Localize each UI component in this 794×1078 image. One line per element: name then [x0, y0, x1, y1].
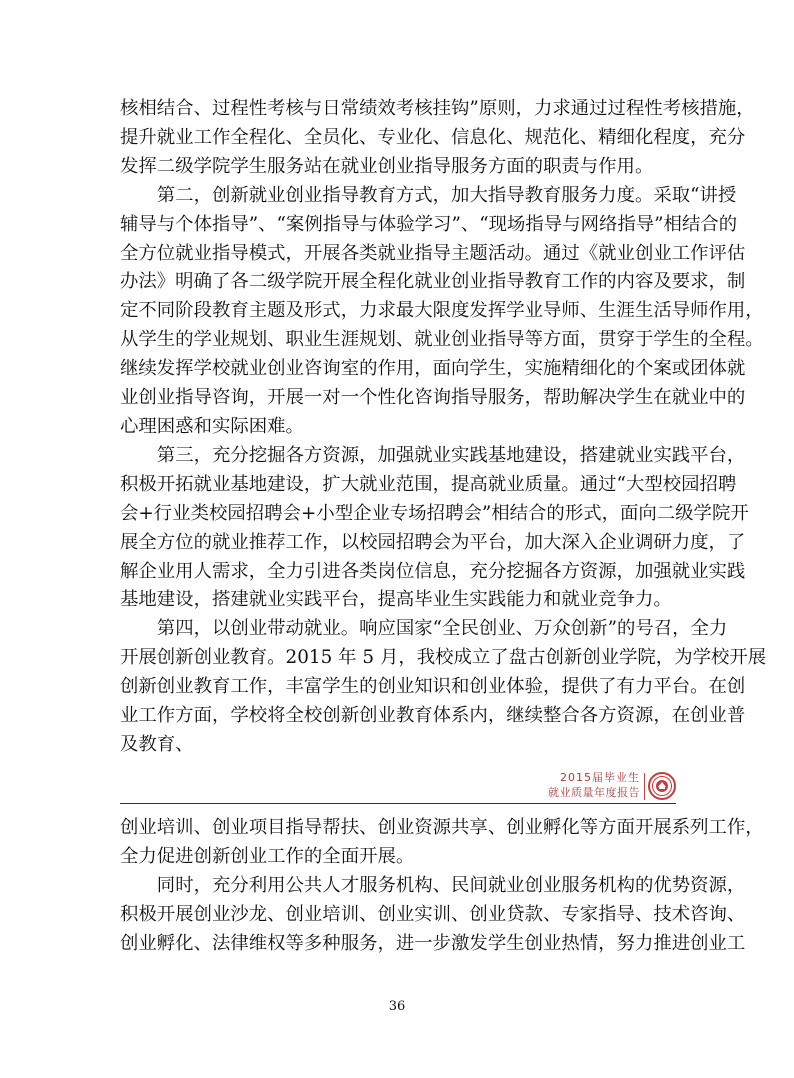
- text-line: 创业孵化、法律维权等多种服务，进一步激发学生创业热情，努力推进创业工: [120, 932, 746, 954]
- text-line: 定不同阶段教育主题及形式，力求最大限度发挥学业导师、生涯生活导师作用，: [120, 300, 764, 322]
- text-line: 继续发挥学校就业创业咨询室的作用，面向学生，实施精细化的个案或团体就: [120, 358, 746, 380]
- text-line: 解企业用人需求，全力引进各类岗位信息，充分挖掘各方资源，加强就业实践: [120, 560, 746, 582]
- report-header-mark: [548, 770, 676, 804]
- text-line: 第四，以创业带动就业。响应国家“全民创业、万众创新”的号召，全力: [156, 618, 728, 640]
- text-line: 展全方位的就业推荐工作，以校园招聘会为平台，加大深入企业调研力度，了: [120, 531, 746, 553]
- text-line: 核相结合、过程性考核与日常绩效考核挂钩”原则，力求通过过程性考核措施，: [120, 98, 755, 119]
- text-line: 业创业指导咨询，开展一对一个性化咨询指导服务，帮助解决学生在就业中的: [120, 387, 746, 409]
- text-line: 开展创新创业教育。2015 年 5 月，我校成立了盘古创新创业学院，为学校开展: [120, 647, 767, 669]
- header-separator: [644, 773, 645, 800]
- text-line: 会+行业类校园招聘会+小型企业专场招聘会”相结合的形式，面向二级学院开: [120, 502, 749, 524]
- text-line: 积极开拓就业基地建设，扩大就业范围，提高就业质量。通过“大型校园招聘: [120, 473, 737, 495]
- text-line: 业工作方面，学校将全校创新创业教育体系内，继续整合各方资源，在创业普: [120, 705, 746, 727]
- text-line: 第三，充分挖掘各方资源，加强就业实践基地建设，搭建就业实践平台，: [156, 444, 746, 466]
- page-number: 36: [388, 999, 406, 1014]
- text-line: 及教育、: [120, 733, 194, 755]
- header-divider-line: [120, 803, 676, 804]
- text-line: 办法》明确了各二级学院开展全程化就业创业指导教育工作的内容及要求，制: [120, 271, 746, 293]
- text-line: 基地建设，搭建就业实践平台，提高毕业生实践能力和就业竞争力。: [120, 589, 672, 611]
- report-header-title: 就业质量年度报告: [548, 786, 640, 799]
- body-text-upper: [120, 95, 767, 760]
- text-line: 创新创业教育工作，丰富学生的创业知识和创业体验，提供了有力平台。在创: [120, 676, 746, 698]
- text-line: 同时，充分利用公共人才服务机构、民间就业创业服务机构的优势资源，: [156, 874, 746, 896]
- text-line: 心理困惑和实际困难。: [120, 415, 304, 437]
- university-seal-icon: [648, 772, 676, 800]
- text-line: 全力促进创新创业工作的全面开展。: [120, 845, 415, 867]
- body-text-lower: [120, 814, 764, 959]
- report-header-year: 2015届毕业生: [560, 771, 640, 784]
- text-line: 第二，创新就业创业指导教育方式，加大指导教育服务力度。采取“讲授: [156, 184, 737, 206]
- text-line: 从学生的学业规划、职业生涯规划、就业创业指导等方面，贯穿于学生的全程。: [120, 329, 764, 351]
- report-header-text: [548, 770, 640, 800]
- text-line: 创业培训、创业项目指导帮扶、创业资源共享、创业孵化等方面开展系列工作，: [120, 817, 764, 838]
- text-line: 发挥二级学院学生服务站在就业创业指导服务方面的职责与作用。: [120, 155, 654, 177]
- text-line: 全方位就业指导模式，开展各类就业指导主题活动。通过《就业创业工作评估: [120, 242, 746, 264]
- text-line: 积极开展创业沙龙、创业培训、创业实训、创业贷款、专家指导、技术咨询、: [120, 903, 746, 925]
- text-line: 提升就业工作全程化、全员化、专业化、信息化、规范化、精细化程度，充分: [120, 126, 746, 148]
- text-line: 辅导与个体指导”、“案例指导与体验学习”、“现场指导与网络指导”相结合的: [120, 213, 738, 235]
